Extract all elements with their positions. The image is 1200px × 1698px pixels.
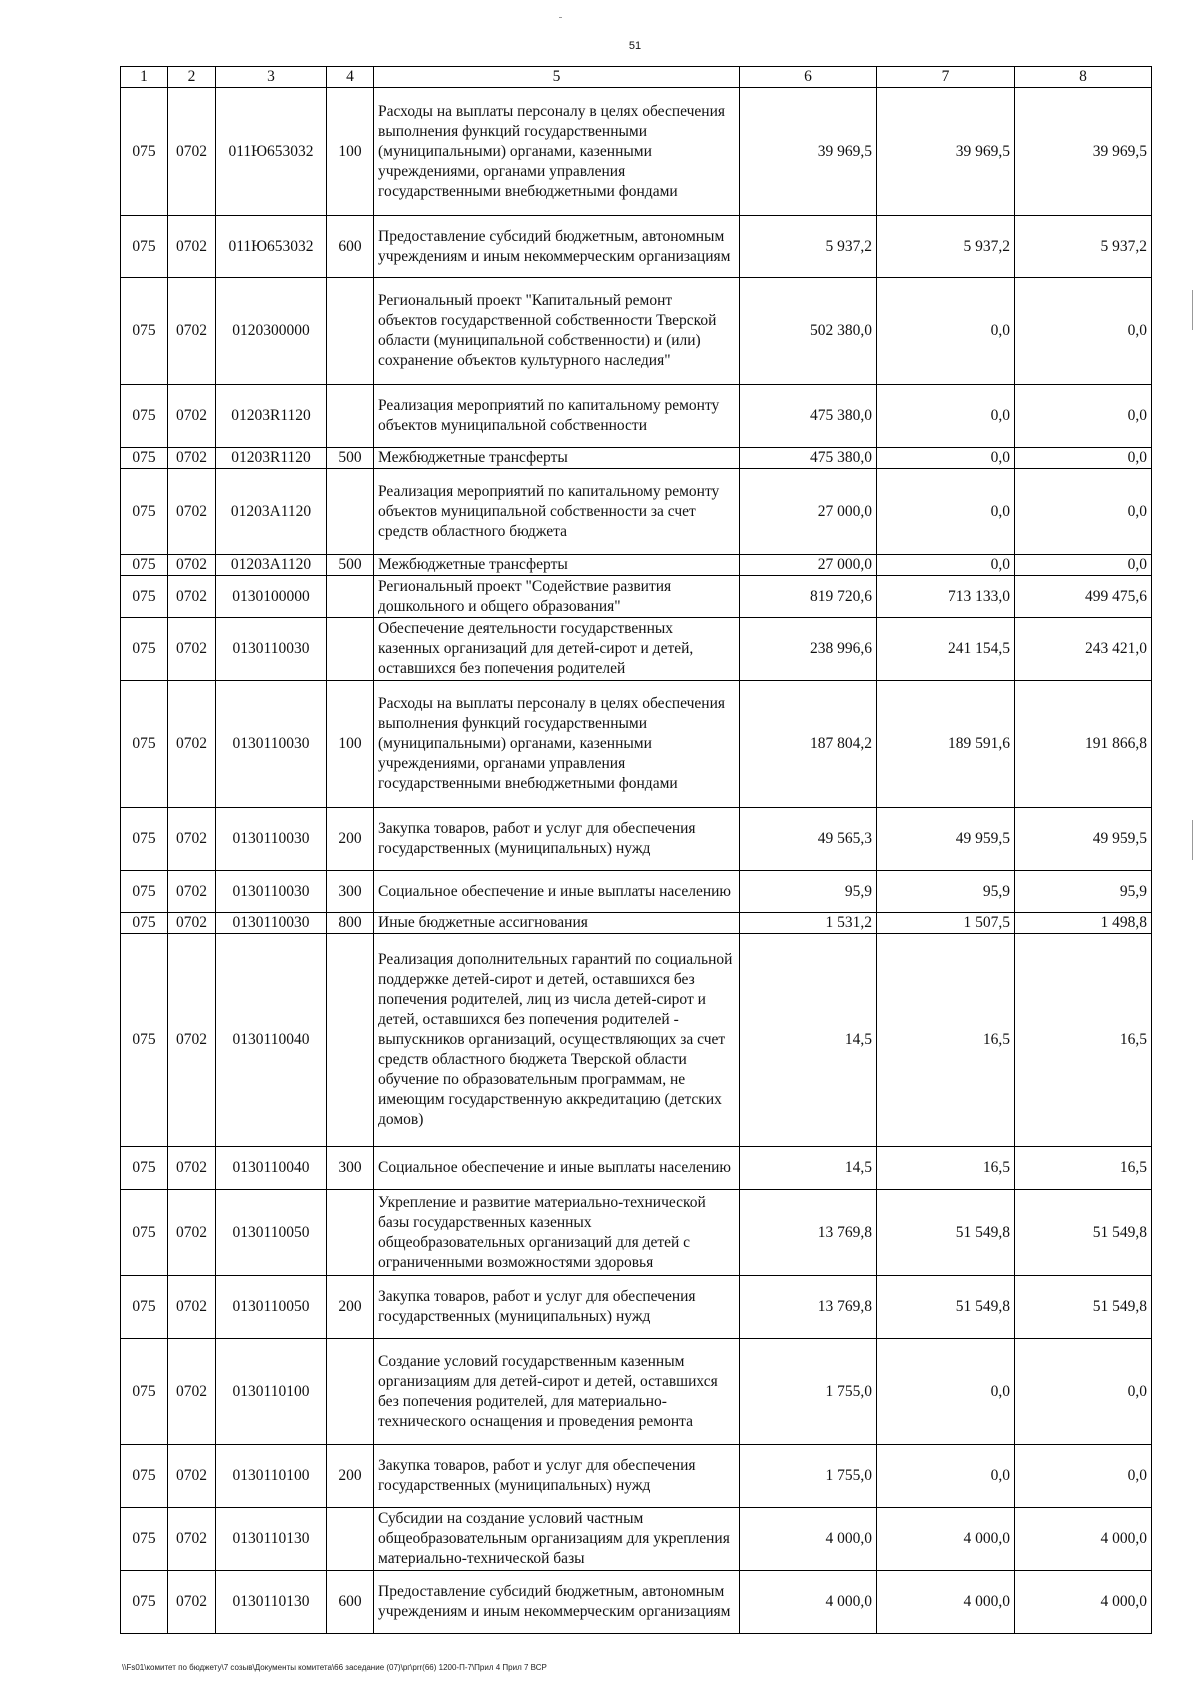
code-expense-type-cell: 500 [327,555,374,576]
code-expense-type-cell [327,576,374,618]
amount-year2-cell: 51 549,8 [877,1190,1015,1276]
code-section-cell: 0702 [168,385,216,448]
code-admin-cell: 075 [121,1445,168,1508]
code-admin-cell: 075 [121,808,168,871]
code-target-cell: 0130110130 [216,1571,327,1634]
code-expense-type-cell [327,278,374,385]
code-admin-cell: 075 [121,1147,168,1190]
code-section-cell: 0702 [168,448,216,469]
table-row [121,469,1152,555]
description-cell: Закупка товаров, работ и услуг для обеспечения государственных (муниципальных) нужд [374,1276,740,1339]
amount-year3-cell: 1 498,8 [1015,913,1152,934]
description-cell: Межбюджетные трансферты [374,555,740,576]
code-section-cell: 0702 [168,1445,216,1508]
scan-mark [1192,820,1193,860]
code-admin-cell: 075 [121,469,168,555]
code-expense-type-cell: 500 [327,448,374,469]
code-admin-cell: 075 [121,216,168,278]
table-row [121,576,1152,618]
code-target-cell: 0130110100 [216,1339,327,1445]
description-cell: Межбюджетные трансферты [374,448,740,469]
amount-year3-cell: 191 866,8 [1015,681,1152,808]
amount-year1-cell: 1 755,0 [740,1339,877,1445]
code-section-cell: 0702 [168,1339,216,1445]
code-expense-type-cell: 200 [327,1276,374,1339]
table-row [121,385,1152,448]
code-section-cell: 0702 [168,618,216,681]
description-cell: Субсидии на создание условий частным общеобразовательным организациям для укрепления материально-технической базы [374,1508,740,1571]
code-target-cell: 01203А1120 [216,469,327,555]
amount-year3-cell: 95,9 [1015,871,1152,913]
code-admin-cell: 075 [121,681,168,808]
code-section-cell: 0702 [168,1571,216,1634]
description-cell: Закупка товаров, работ и услуг для обеспечения государственных (муниципальных) нужд [374,1445,740,1508]
amount-year2-cell: 0,0 [877,1339,1015,1445]
description-cell: Иные бюджетные ассигнования [374,913,740,934]
code-target-cell: 0130110030 [216,871,327,913]
amount-year2-cell: 189 591,6 [877,681,1015,808]
code-section-cell: 0702 [168,469,216,555]
amount-year2-cell: 0,0 [877,448,1015,469]
table-row [121,1147,1152,1190]
description-cell: Социальное обеспечение и иные выплаты населению [374,871,740,913]
code-section-cell: 0702 [168,555,216,576]
amount-year2-cell: 1 507,5 [877,913,1015,934]
amount-year3-cell: 51 549,8 [1015,1276,1152,1339]
amount-year1-cell: 13 769,8 [740,1190,877,1276]
description-cell: Региональный проект "Капитальный ремонт объектов государственной собственности Тверской области (муниципальной собственности) и (или) сохранение объектов культурного наследия" [374,278,740,385]
amount-year2-cell: 713 133,0 [877,576,1015,618]
code-expense-type-cell: 600 [327,1571,374,1634]
table-row [121,216,1152,278]
code-admin-cell: 075 [121,1276,168,1339]
code-target-cell: 0130110030 [216,681,327,808]
code-target-cell: 0130110040 [216,934,327,1147]
description-cell: Расходы на выплаты персоналу в целях обеспечения выполнения функций государственными (муниципальными) органами, казенными учреждениями, органами управления государственными внебюджетными фондами [374,681,740,808]
code-target-cell: 01203А1120 [216,555,327,576]
amount-year3-cell: 243 421,0 [1015,618,1152,681]
amount-year2-cell: 95,9 [877,871,1015,913]
amount-year2-cell: 0,0 [877,1445,1015,1508]
description-cell: Реализация дополнительных гарантий по социальной поддержке детей-сирот и детей, оставшихся без попечения родителей, лиц из числа детей-сирот и детей, оставшихся без попечения родителей - выпускников организаций, осуществляющих за счет средств областного бюджета Тверской области обучение по образовательным программам, не имеющим государственную аккредитацию (детских домов) [374,934,740,1147]
code-expense-type-cell: 100 [327,681,374,808]
table-row [121,1571,1152,1634]
code-expense-type-cell: 300 [327,1147,374,1190]
table-row [121,934,1152,1147]
amount-year2-cell: 16,5 [877,934,1015,1147]
amount-year3-cell: 0,0 [1015,555,1152,576]
amount-year1-cell: 39 969,5 [740,88,877,216]
table-row [121,88,1152,216]
code-target-cell: 0130110040 [216,1147,327,1190]
code-section-cell: 0702 [168,934,216,1147]
code-section-cell: 0702 [168,576,216,618]
amount-year1-cell: 475 380,0 [740,448,877,469]
description-cell: Обеспечение деятельности государственных казенных организаций для детей-сирот и детей, оставшихся без попечения родителей [374,618,740,681]
amount-year2-cell: 241 154,5 [877,618,1015,681]
amount-year1-cell: 5 937,2 [740,216,877,278]
code-admin-cell: 075 [121,448,168,469]
amount-year3-cell: 0,0 [1015,448,1152,469]
code-admin-cell: 075 [121,1571,168,1634]
code-target-cell: 0130110100 [216,1445,327,1508]
scan-mark [559,17,562,18]
code-target-cell: 0130110030 [216,913,327,934]
code-admin-cell: 075 [121,1190,168,1276]
description-cell: Предоставление субсидий бюджетным, автономным учреждениям и иным некоммерческим организациям [374,1571,740,1634]
column-header: 5 [374,67,740,88]
code-expense-type-cell [327,1508,374,1571]
table-row [121,1276,1152,1339]
table-row [121,618,1152,681]
amount-year3-cell: 0,0 [1015,278,1152,385]
amount-year3-cell: 0,0 [1015,469,1152,555]
amount-year3-cell: 51 549,8 [1015,1190,1152,1276]
column-number-row [121,67,1152,88]
amount-year1-cell: 14,5 [740,1147,877,1190]
code-expense-type-cell [327,618,374,681]
amount-year1-cell: 13 769,8 [740,1276,877,1339]
table-row [121,1508,1152,1571]
table-row [121,1190,1152,1276]
code-admin-cell: 075 [121,576,168,618]
code-section-cell: 0702 [168,1276,216,1339]
amount-year1-cell: 14,5 [740,934,877,1147]
code-target-cell: 011Ю653032 [216,216,327,278]
amount-year1-cell: 502 380,0 [740,278,877,385]
amount-year1-cell: 49 565,3 [740,808,877,871]
code-target-cell: 0120300000 [216,278,327,385]
column-header: 3 [216,67,327,88]
scan-mark [1192,290,1193,330]
amount-year2-cell: 0,0 [877,278,1015,385]
amount-year3-cell: 49 959,5 [1015,808,1152,871]
description-cell: Закупка товаров, работ и услуг для обеспечения государственных (муниципальных) нужд [374,808,740,871]
amount-year2-cell: 51 549,8 [877,1276,1015,1339]
amount-year3-cell: 499 475,6 [1015,576,1152,618]
code-target-cell: 011Ю653032 [216,88,327,216]
code-target-cell: 0130110050 [216,1190,327,1276]
amount-year3-cell: 0,0 [1015,385,1152,448]
table-row [121,913,1152,934]
table-row [121,871,1152,913]
amount-year3-cell: 5 937,2 [1015,216,1152,278]
amount-year2-cell: 0,0 [877,555,1015,576]
code-admin-cell: 075 [121,934,168,1147]
code-expense-type-cell: 100 [327,88,374,216]
amount-year3-cell: 0,0 [1015,1445,1152,1508]
budget-table [120,66,1152,1634]
column-header: 4 [327,67,374,88]
amount-year2-cell: 4 000,0 [877,1508,1015,1571]
column-header: 6 [740,67,877,88]
page-number: 51 [628,40,642,52]
code-admin-cell: 075 [121,385,168,448]
code-section-cell: 0702 [168,913,216,934]
amount-year1-cell: 819 720,6 [740,576,877,618]
code-section-cell: 0702 [168,278,216,385]
column-header: 1 [121,67,168,88]
amount-year1-cell: 27 000,0 [740,555,877,576]
code-section-cell: 0702 [168,1508,216,1571]
amount-year2-cell: 5 937,2 [877,216,1015,278]
table-row [121,448,1152,469]
code-admin-cell: 075 [121,555,168,576]
code-target-cell: 0130100000 [216,576,327,618]
amount-year3-cell: 0,0 [1015,1339,1152,1445]
code-target-cell: 0130110130 [216,1508,327,1571]
table-row [121,555,1152,576]
code-target-cell: 01203R1120 [216,448,327,469]
code-target-cell: 0130110030 [216,808,327,871]
code-target-cell: 01203R1120 [216,385,327,448]
description-cell: Предоставление субсидий бюджетным, автономным учреждениям и иным некоммерческим организациям [374,216,740,278]
code-admin-cell: 075 [121,88,168,216]
code-admin-cell: 075 [121,278,168,385]
amount-year1-cell: 4 000,0 [740,1571,877,1634]
amount-year1-cell: 187 804,2 [740,681,877,808]
code-admin-cell: 075 [121,913,168,934]
description-cell: Создание условий государственным казенным организациям для детей-сирот и детей, оставшихся без попечения родителей, для материально-технического оснащения и проведения ремонта [374,1339,740,1445]
table-row [121,681,1152,808]
amount-year3-cell: 39 969,5 [1015,88,1152,216]
code-section-cell: 0702 [168,1147,216,1190]
code-expense-type-cell: 800 [327,913,374,934]
code-expense-type-cell: 300 [327,871,374,913]
code-section-cell: 0702 [168,88,216,216]
code-admin-cell: 075 [121,1508,168,1571]
amount-year2-cell: 4 000,0 [877,1571,1015,1634]
code-admin-cell: 075 [121,1339,168,1445]
amount-year1-cell: 95,9 [740,871,877,913]
code-expense-type-cell [327,1190,374,1276]
amount-year2-cell: 0,0 [877,385,1015,448]
amount-year3-cell: 16,5 [1015,934,1152,1147]
column-header: 7 [877,67,1015,88]
description-cell: Реализация мероприятий по капитальному ремонту объектов муниципальной собственности [374,385,740,448]
table-row [121,1339,1152,1445]
code-section-cell: 0702 [168,216,216,278]
code-expense-type-cell [327,1339,374,1445]
amount-year1-cell: 27 000,0 [740,469,877,555]
footer-file-path: \\Fs01\комитет по бюджету\7 созыв\Документы комитета\66 заседание (07)\рг\prr(66) 1200-П-7\Прил 4 Прил 7 ВСР [122,1663,547,1672]
code-target-cell: 0130110050 [216,1276,327,1339]
amount-year2-cell: 39 969,5 [877,88,1015,216]
amount-year1-cell: 1 755,0 [740,1445,877,1508]
amount-year3-cell: 4 000,0 [1015,1508,1152,1571]
amount-year2-cell: 49 959,5 [877,808,1015,871]
amount-year1-cell: 475 380,0 [740,385,877,448]
amount-year1-cell: 1 531,2 [740,913,877,934]
code-section-cell: 0702 [168,1190,216,1276]
description-cell: Расходы на выплаты персоналу в целях обеспечения выполнения функций государственными (муниципальными) органами, казенными учреждениями, органами управления государственными внебюджетными фондами [374,88,740,216]
description-cell: Реализация мероприятий по капитальному ремонту объектов муниципальной собственности за счет средств областного бюджета [374,469,740,555]
amount-year3-cell: 16,5 [1015,1147,1152,1190]
code-expense-type-cell [327,385,374,448]
code-section-cell: 0702 [168,871,216,913]
amount-year3-cell: 4 000,0 [1015,1571,1152,1634]
code-admin-cell: 075 [121,871,168,913]
code-section-cell: 0702 [168,681,216,808]
code-expense-type-cell: 600 [327,216,374,278]
code-expense-type-cell [327,934,374,1147]
code-expense-type-cell [327,469,374,555]
code-target-cell: 0130110030 [216,618,327,681]
amount-year2-cell: 16,5 [877,1147,1015,1190]
amount-year2-cell: 0,0 [877,469,1015,555]
code-expense-type-cell: 200 [327,808,374,871]
amount-year1-cell: 238 996,6 [740,618,877,681]
table-row [121,1445,1152,1508]
amount-year1-cell: 4 000,0 [740,1508,877,1571]
code-section-cell: 0702 [168,808,216,871]
table-row [121,278,1152,385]
column-header: 8 [1015,67,1152,88]
table-row [121,808,1152,871]
code-admin-cell: 075 [121,618,168,681]
description-cell: Социальное обеспечение и иные выплаты населению [374,1147,740,1190]
description-cell: Укрепление и развитие материально-технической базы государственных казенных общеобразовательных организаций для детей с ограниченными возможностями здоровья [374,1190,740,1276]
column-header: 2 [168,67,216,88]
description-cell: Региональный проект "Содействие развития дошкольного и общего образования" [374,576,740,618]
code-expense-type-cell: 200 [327,1445,374,1508]
